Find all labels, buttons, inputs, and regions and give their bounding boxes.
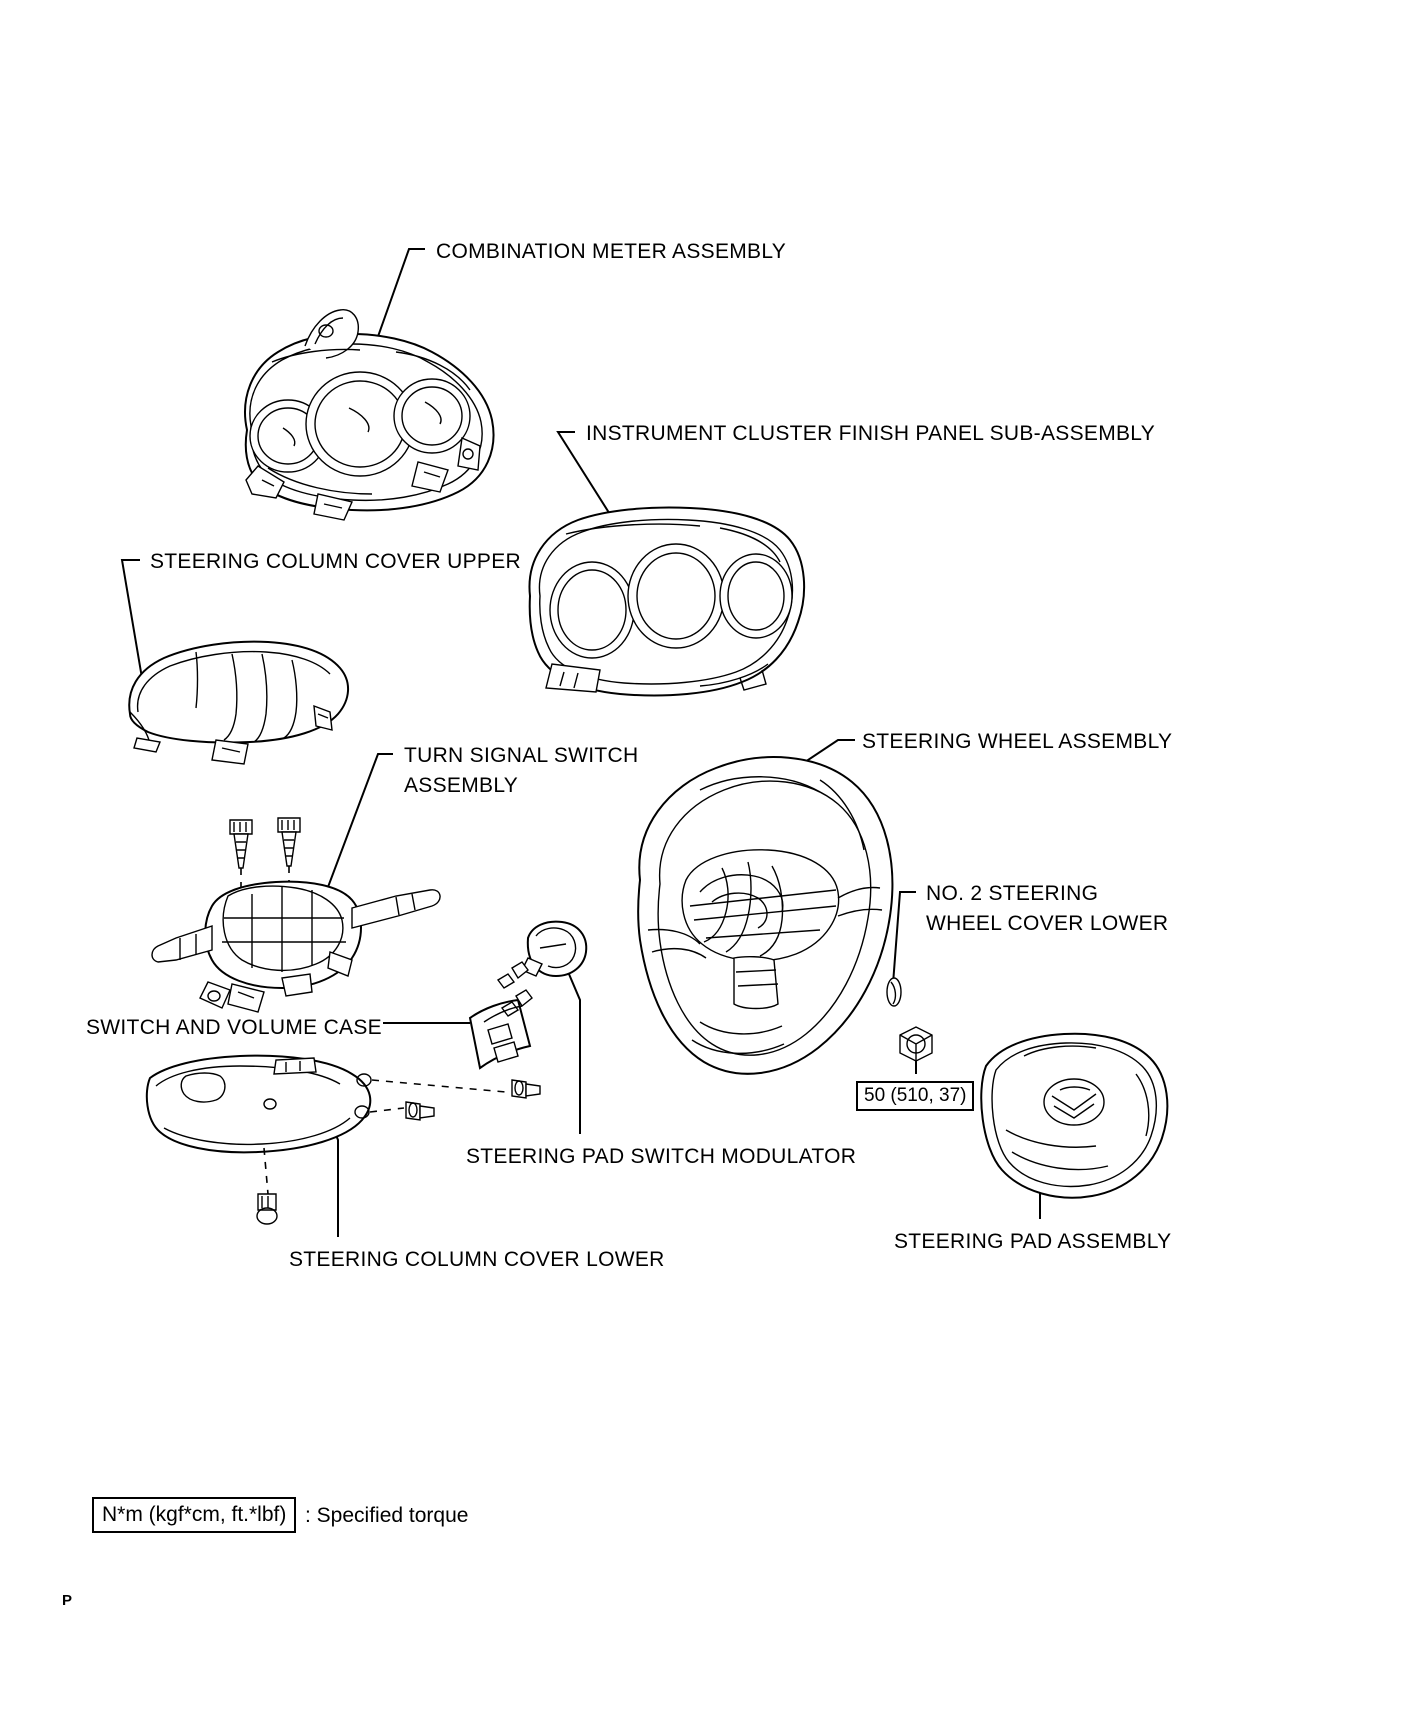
part-steering-column-cover-lower	[147, 1056, 540, 1224]
callout-steering-wheel-assembly: STEERING WHEEL ASSEMBLY	[862, 730, 1173, 753]
page-corner-mark: P	[62, 1592, 73, 1609]
part-turn-signal-switch-assembly	[152, 818, 440, 1012]
callout-switch-and-volume-case: SWITCH AND VOLUME CASE	[86, 1016, 382, 1039]
callout-steering-pad-assembly: STEERING PAD ASSEMBLY	[894, 1230, 1172, 1253]
torque-legend-box: N*m (kgf*cm, ft.*lbf)	[92, 1497, 296, 1533]
callout-steering-column-cover-lower: STEERING COLUMN COVER LOWER	[289, 1248, 665, 1271]
callout-steering-column-cover-upper: STEERING COLUMN COVER UPPER	[150, 550, 521, 573]
part-steering-wheel-set-nut	[900, 1027, 932, 1061]
screw-cover-lower-bottom	[257, 1194, 277, 1224]
torque-spec-badge: 50 (510, 37)	[856, 1081, 974, 1111]
part-steering-column-cover-upper	[129, 642, 348, 764]
torque-legend-text: : Specified torque	[305, 1504, 469, 1527]
callout-instrument-cluster-finish-panel-sub-assembly: INSTRUMENT CLUSTER FINISH PANEL SUB-ASSEMBLY	[586, 422, 1156, 445]
part-steering-wheel-assembly	[638, 757, 892, 1074]
part-steering-pad-assembly	[981, 1034, 1167, 1198]
callout-turn-signal-switch-assembly-line1: TURN SIGNAL SWITCH	[404, 744, 639, 767]
callout-turn-signal-switch-assembly-line2: ASSEMBLY	[404, 774, 519, 797]
screw-cover-lower-right-lower	[406, 1102, 434, 1120]
callout-steering-pad-switch-modulator: STEERING PAD SWITCH MODULATOR	[466, 1145, 857, 1168]
screw-top-left	[230, 820, 252, 868]
part-steering-pad-switch-modulator	[498, 922, 586, 1016]
part-combination-meter-assembly	[245, 310, 493, 520]
screw-modulator-1	[498, 962, 528, 988]
screw-cover-lower-right-upper	[512, 1080, 540, 1098]
part-instrument-cluster-finish-panel	[529, 508, 804, 696]
callout-no-2-steering-wheel-cover-lower-line2: WHEEL COVER LOWER	[926, 912, 1169, 935]
callout-combination-meter-assembly: COMBINATION METER ASSEMBLY	[436, 240, 787, 263]
part-no-2-steering-wheel-cover-lower	[887, 978, 901, 1006]
screw-top-right	[278, 818, 300, 866]
callout-no-2-steering-wheel-cover-lower-line1: NO. 2 STEERING	[926, 882, 1099, 905]
part-switch-and-volume-case	[470, 1000, 530, 1068]
